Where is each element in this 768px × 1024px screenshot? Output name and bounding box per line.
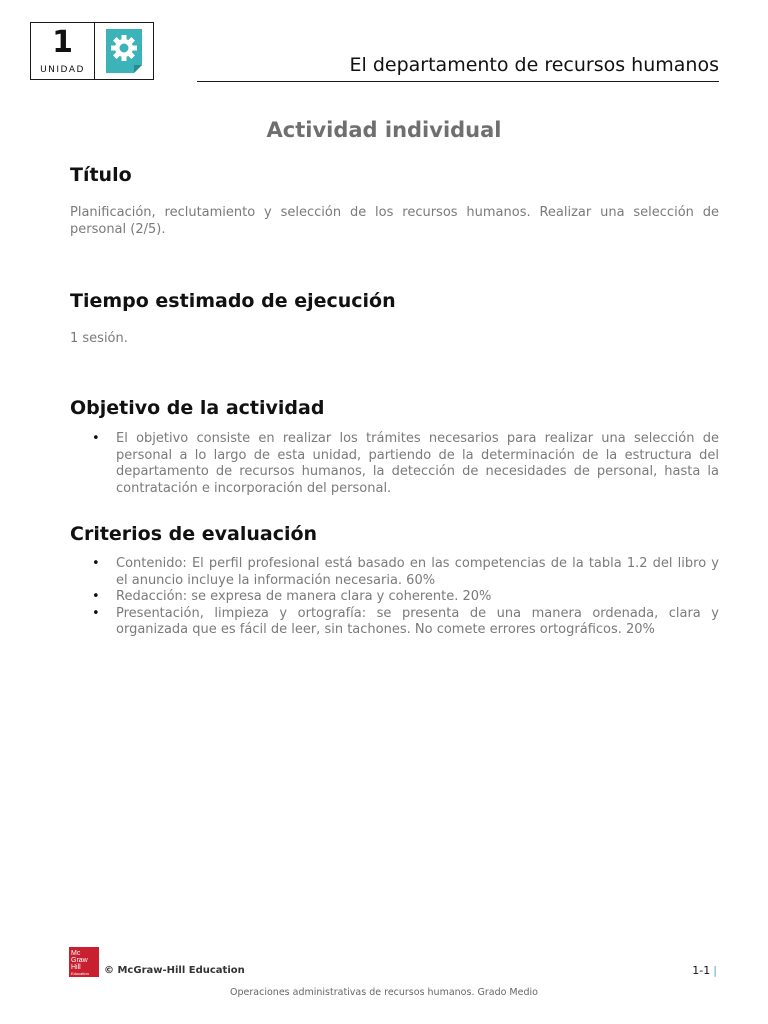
mcgraw-hill-logo bbox=[69, 947, 99, 977]
section-heading-tiempo: Tiempo estimado de ejecución bbox=[70, 290, 396, 312]
list-item: • Redacción: se expresa de manera clara y coherente. 20% bbox=[92, 589, 492, 604]
unit-number-cell bbox=[31, 23, 95, 79]
section-heading-criterios: Criterios de evaluación bbox=[70, 523, 318, 545]
unit-label: UNIDAD bbox=[40, 65, 85, 75]
svg-text:Education: Education bbox=[71, 971, 89, 976]
chapter-title: El departamento de recursos humanos bbox=[349, 54, 719, 76]
tiempo-text: 1 sesión. bbox=[70, 331, 128, 346]
svg-text:Graw: Graw bbox=[71, 957, 88, 964]
course-name: Operaciones administrativas de recursos humanos. Grado Medio bbox=[230, 987, 538, 998]
svg-text:Hill: Hill bbox=[71, 964, 81, 971]
page-title: Actividad individual bbox=[266, 118, 502, 142]
section-heading-objetivo: Objetivo de la actividad bbox=[70, 397, 325, 419]
titulo-text: Planificación, reclutamiento y selección de los recursos humanos. Realizar una selección de personal (2/5). bbox=[70, 205, 719, 237]
copyright-text: © McGraw-Hill Education bbox=[104, 965, 245, 976]
criterios-list bbox=[70, 556, 719, 639]
gear-document-icon bbox=[106, 29, 142, 73]
page-number: 1-1 | bbox=[692, 964, 717, 977]
header-divider bbox=[197, 81, 719, 82]
svg-text:Mc: Mc bbox=[71, 950, 81, 957]
unit-number: 1 bbox=[52, 25, 73, 60]
list-item: • Presentación, limpieza y ortografía: se presenta de una manera ordenada, clara y organizada que es fácil de leer, sin tachones. No comete errores ortográficos. 20% bbox=[92, 605, 719, 637]
unit-icon-cell bbox=[95, 23, 153, 79]
list-item: • Contenido: El perfil profesional está basado en las competencias de la tabla 1.2 del libro y el anuncio incluye la información necesaria. 60% bbox=[92, 556, 719, 588]
objetivo-list bbox=[70, 431, 719, 497]
section-heading-titulo: Título bbox=[70, 164, 132, 186]
list-item: • El objetivo consiste en realizar los trámites necesarios para realizar una selección de personal a lo largo de esta unidad, partiendo de la determinación de la estructura del departamento de recursos humanos, la detección de necesidades de personal, hasta la contratación e incorporación del personal. bbox=[92, 431, 719, 496]
unit-badge bbox=[30, 22, 154, 80]
